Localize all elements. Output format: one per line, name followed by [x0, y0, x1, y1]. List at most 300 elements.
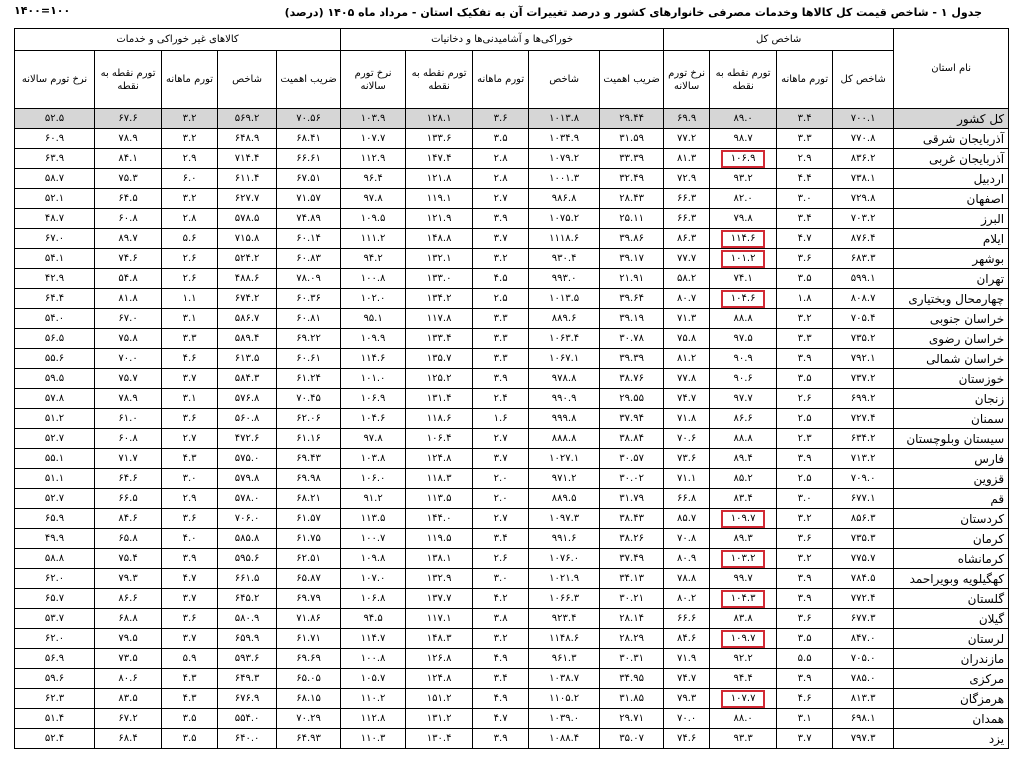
province-name-cell: قزوین [894, 469, 1009, 489]
table-cell: ۴.۷ [162, 569, 218, 589]
table-cell: ۳.۷ [162, 589, 218, 609]
col-header: شاخص کل [833, 51, 894, 109]
table-cell: ۵۸.۷ [15, 169, 95, 189]
table-cell: ۶۹.۲۲ [277, 329, 341, 349]
table-cell: ۶۲.۳ [15, 689, 95, 709]
table-cell: ۳.۹ [162, 549, 218, 569]
table-cell: ۲.۹ [162, 489, 218, 509]
table-cell: ۶۴.۶ [95, 469, 162, 489]
table-cell: ۸۹.۴ [710, 449, 777, 469]
table-cell: ۱۱۴۸.۶ [529, 629, 600, 649]
table-cell: ۳.۲ [162, 189, 218, 209]
table-cell: ۳۹.۱۷ [600, 249, 664, 269]
col-header: تورم نقطه به نقطه [406, 51, 473, 109]
province-name-cell: مرکزی [894, 669, 1009, 689]
table-cell: ۶۳۴.۲ [833, 429, 894, 449]
province-name-cell: کل کشور [894, 109, 1009, 129]
table-cell: ۱۴۷.۴ [406, 149, 473, 169]
province-name-cell: خوزستان [894, 369, 1009, 389]
table-cell: ۳.۲ [162, 129, 218, 149]
table-cell: ۹۰.۶ [710, 369, 777, 389]
table-cell: ۶۶.۳ [664, 209, 710, 229]
table-cell: ۳۳.۳۹ [600, 149, 664, 169]
table-cell: ۱.۱ [162, 289, 218, 309]
table-cell: ۵۱.۱ [15, 469, 95, 489]
table-cell: ۳۸.۸۴ [600, 429, 664, 449]
table-cell: ۷۱.۹ [664, 649, 710, 669]
table-cell: ۱۱۲.۹ [341, 149, 406, 169]
table-cell: ۱۳۷.۷ [406, 589, 473, 609]
table-cell: ۱۱۷.۱ [406, 609, 473, 629]
table-cell: ۳.۹ [473, 729, 529, 749]
table-cell: ۸۳۶.۲ [833, 149, 894, 169]
table-cell: ۲.۹ [162, 149, 218, 169]
table-cell: ۵۲.۷ [15, 489, 95, 509]
table-cell: ۷۰۰.۱ [833, 109, 894, 129]
table-cell: ۱۰۲۷.۱ [529, 449, 600, 469]
province-name-cell: آذربایجان غربی [894, 149, 1009, 169]
table-cell: ۷۸۴.۵ [833, 569, 894, 589]
table-cell: ۴.۳ [162, 449, 218, 469]
table-cell: ۵۸.۲ [664, 269, 710, 289]
table-cell: ۳.۹ [473, 369, 529, 389]
table-cell: ۷۰۹.۰ [833, 469, 894, 489]
table-cell: ۱۰۰.۸ [341, 269, 406, 289]
table-cell: ۱۰۹.۵ [341, 209, 406, 229]
table-cell: ۱۰۶۷.۱ [529, 349, 600, 369]
table-cell: ۳.۴ [777, 209, 833, 229]
table-cell: ۹۹.۷ [710, 569, 777, 589]
table-cell: ۷۱.۳ [664, 309, 710, 329]
table-cell: ۹۴.۵ [341, 609, 406, 629]
table-cell: ۸۰.۷ [664, 289, 710, 309]
table-cell: ۱۲۶.۸ [406, 649, 473, 669]
table-cell: ۲.۷ [473, 429, 529, 449]
table-cell: ۷۸.۹ [95, 129, 162, 149]
table-cell: ۹۷۸.۸ [529, 369, 600, 389]
table-cell: ۷۱.۷ [95, 449, 162, 469]
table-cell: ۹۳۰.۴ [529, 249, 600, 269]
table-cell: ۳۸.۷۶ [600, 369, 664, 389]
table-cell: ۸۰.۹ [664, 549, 710, 569]
table-cell: ۹۷.۷ [710, 389, 777, 409]
table-cell: ۱۳۳.۶ [406, 129, 473, 149]
table-cell: ۱۱۳.۵ [406, 489, 473, 509]
table-cell: ۳.۱ [777, 709, 833, 729]
table-cell: ۹۹۳.۰ [529, 269, 600, 289]
table-cell: ۹۱.۲ [341, 489, 406, 509]
table-cell: ۶۲.۰۶ [277, 409, 341, 429]
table-cell: ۸۱۳.۳ [833, 689, 894, 709]
table-cell: ۱۲۱.۸ [406, 169, 473, 189]
table-cell: ۲.۴ [473, 389, 529, 409]
table-cell: ۳.۵ [777, 269, 833, 289]
table-row [15, 389, 1009, 409]
table-cell: ۸۶.۶ [95, 589, 162, 609]
table-cell: ۶۹.۹ [664, 109, 710, 129]
table-cell: ۷۲۹.۸ [833, 189, 894, 209]
highlighted-cell [710, 249, 777, 269]
table-cell: ۵۲.۱ [15, 189, 95, 209]
table-cell: ۱۰۳۸.۷ [529, 669, 600, 689]
table-row [15, 189, 1009, 209]
col-header: شاخص [218, 51, 277, 109]
table-cell: ۷۵.۴ [95, 549, 162, 569]
highlighted-cell [710, 509, 777, 529]
table-cell: ۷۰۵.۴ [833, 309, 894, 329]
table-cell: ۸۶.۳ [664, 229, 710, 249]
table-cell: ۲.۷ [473, 189, 529, 209]
table-cell: ۶۰.۱۴ [277, 229, 341, 249]
table-row [15, 429, 1009, 449]
table-cell: ۳۰.۷۸ [600, 329, 664, 349]
table-cell: ۵.۶ [162, 229, 218, 249]
table-cell: ۶۹.۶۹ [277, 649, 341, 669]
col-header: تورم ماهانه [162, 51, 218, 109]
table-cell: ۵۷۵.۰ [218, 449, 277, 469]
table-cell: ۶۳.۹ [15, 149, 95, 169]
table-cell: ۶۰.۸ [95, 209, 162, 229]
table-cell: ۶۶.۶۱ [277, 149, 341, 169]
table-cell: ۶۰.۸۳ [277, 249, 341, 269]
table-row [15, 529, 1009, 549]
table-cell: ۶۴۰.۰ [218, 729, 277, 749]
table-cell: ۶۰.۸ [95, 429, 162, 449]
table-cell: ۷۸.۸ [664, 569, 710, 589]
table-cell: ۵۶.۹ [15, 649, 95, 669]
table-cell: ۷۱۵.۸ [218, 229, 277, 249]
table-cell: ۱۰۶۳.۴ [529, 329, 600, 349]
province-name-cell: سمنان [894, 409, 1009, 429]
table-row [15, 669, 1009, 689]
table-cell: ۸۵.۷ [664, 509, 710, 529]
table-cell: ۷۰.۶ [664, 429, 710, 449]
table-title: جدول ۱ - شاخص قیمت کل کالاها وخدمات مصرفی خانوارهای کشور و درصد تغییرات آن به تفکیک استان - مرداد ماه ۱۴۰۵ (درصد) [284, 6, 982, 19]
table-cell: ۷۴.۶ [95, 249, 162, 269]
table-cell: ۶۷.۰ [95, 309, 162, 329]
table-cell: ۳۹.۳۹ [600, 349, 664, 369]
table-cell: ۱۱۹.۵ [406, 529, 473, 549]
table-cell: ۳.۴ [777, 109, 833, 129]
highlighted-cell [710, 629, 777, 649]
table-cell: ۳۹.۱۹ [600, 309, 664, 329]
table-cell: ۳۴.۱۳ [600, 569, 664, 589]
col-header: نرخ تورم سالانه [341, 51, 406, 109]
table-cell: ۹۶.۴ [341, 169, 406, 189]
province-name-cell: یزد [894, 729, 1009, 749]
table-cell: ۷۴.۷ [664, 389, 710, 409]
table-row [15, 249, 1009, 269]
table-cell: ۶۵.۸۷ [277, 569, 341, 589]
table-cell: ۷۳۷.۲ [833, 369, 894, 389]
table-cell: ۶۵۹.۹ [218, 629, 277, 649]
table-cell: ۳۰.۳۱ [600, 649, 664, 669]
table-cell: ۱۱۴.۶ [341, 349, 406, 369]
table-cell: ۱۰۱.۰ [341, 369, 406, 389]
table-cell: ۳۴.۹۵ [600, 669, 664, 689]
table-cell: ۱۱۰۵.۲ [529, 689, 600, 709]
table-cell: ۲.۹ [777, 149, 833, 169]
table-cell: ۱۳۱.۴ [406, 389, 473, 409]
table-cell: ۸۴.۱ [95, 149, 162, 169]
table-cell: ۷۰۶.۰ [218, 509, 277, 529]
table-cell: ۷۰.۸ [664, 529, 710, 549]
table-cell: ۶۲.۰ [15, 629, 95, 649]
province-name-cell: ایلام [894, 229, 1009, 249]
table-cell: ۳.۹ [777, 589, 833, 609]
table-cell: ۶۰.۸۱ [277, 309, 341, 329]
table-cell: ۶۵.۰۵ [277, 669, 341, 689]
table-cell: ۶۲۷.۷ [218, 189, 277, 209]
table-cell: ۳.۷ [777, 729, 833, 749]
province-name-cell: تهران [894, 269, 1009, 289]
province-name-cell: گلستان [894, 589, 1009, 609]
table-cell: ۸۱.۸ [95, 289, 162, 309]
table-cell: ۷۹۷.۳ [833, 729, 894, 749]
table-row [15, 509, 1009, 529]
table-cell: ۱۱۸.۳ [406, 469, 473, 489]
table-cell: ۶۰.۶۱ [277, 349, 341, 369]
table-cell: ۷۹.۳ [664, 689, 710, 709]
table-cell: ۵۵۴.۰ [218, 709, 277, 729]
table-row [15, 329, 1009, 349]
table-cell: ۵۹۳.۶ [218, 649, 277, 669]
table-cell: ۷۸.۰۹ [277, 269, 341, 289]
table-cell: ۵۸۴.۳ [218, 369, 277, 389]
table-cell: ۷۳۸.۱ [833, 169, 894, 189]
table-cell: ۵۷.۸ [15, 389, 95, 409]
table-cell: ۴.۹ [473, 649, 529, 669]
table-cell: ۱۴۸.۳ [406, 629, 473, 649]
table-cell: ۴.۲ [473, 589, 529, 609]
table-cell: ۱۰۷۹.۲ [529, 149, 600, 169]
table-row [15, 609, 1009, 629]
highlight-box: ۱۰۶.۹ [721, 150, 766, 168]
table-cell: ۳۱.۸۵ [600, 689, 664, 709]
table-row [15, 649, 1009, 669]
table-cell: ۱۰۷۶.۰ [529, 549, 600, 569]
table-cell: ۵۷۹.۸ [218, 469, 277, 489]
table-row [15, 309, 1009, 329]
highlighted-cell [710, 149, 777, 169]
table-cell: ۲۸.۲۹ [600, 629, 664, 649]
table-row [15, 469, 1009, 489]
table-cell: ۳۹.۶۴ [600, 289, 664, 309]
table-cell: ۶۷.۶ [95, 109, 162, 129]
table-cell: ۲.۵ [777, 469, 833, 489]
table-cell: ۳.۶ [162, 509, 218, 529]
province-name-cell: مازندران [894, 649, 1009, 669]
page-header [0, 0, 996, 26]
table-cell: ۳.۲ [777, 309, 833, 329]
table-cell: ۹۹۹.۸ [529, 409, 600, 429]
table-cell: ۷۰.۴۵ [277, 389, 341, 409]
table-cell: ۳۸.۴۳ [600, 509, 664, 529]
table-cell: ۴.۵ [473, 269, 529, 289]
table-cell: ۳.۳ [777, 329, 833, 349]
table-cell: ۱۲۵.۲ [406, 369, 473, 389]
table-row [15, 409, 1009, 429]
table-cell: ۳۰.۰۲ [600, 469, 664, 489]
table-cell: ۳.۹ [777, 449, 833, 469]
table-cell: ۵۶.۵ [15, 329, 95, 349]
table-cell: ۳.۲ [162, 109, 218, 129]
highlight-box: ۱۰۴.۶ [721, 290, 766, 308]
table-cell: ۳.۰ [473, 569, 529, 589]
table-cell: ۶۱۱.۴ [218, 169, 277, 189]
table-cell: ۱۰۵.۷ [341, 669, 406, 689]
table-cell: ۹۲۳.۴ [529, 609, 600, 629]
table-cell: ۶۱.۰ [95, 409, 162, 429]
highlighted-cell [710, 549, 777, 569]
table-cell: ۱۱۹.۱ [406, 189, 473, 209]
table-cell: ۵۱.۲ [15, 409, 95, 429]
table-cell: ۳.۹ [777, 349, 833, 369]
table-cell: ۳.۵ [777, 629, 833, 649]
table-row [15, 589, 1009, 609]
table-cell: ۲.۶ [162, 269, 218, 289]
table-cell: ۴.۶ [162, 349, 218, 369]
province-name-cell: قم [894, 489, 1009, 509]
table-cell: ۶۷۴.۲ [218, 289, 277, 309]
table-cell: ۲۸.۱۴ [600, 609, 664, 629]
table-cell: ۸۸۸.۸ [529, 429, 600, 449]
table-cell: ۳.۹ [473, 209, 529, 229]
table-cell: ۷۳۵.۳ [833, 529, 894, 549]
table-cell: ۴.۷ [777, 229, 833, 249]
province-name-cell: لرستان [894, 629, 1009, 649]
table-cell: ۹۷.۵ [710, 329, 777, 349]
table-cell: ۵۴.۱ [15, 249, 95, 269]
table-cell: ۵۴.۸ [95, 269, 162, 289]
highlight-box: ۱۰۴.۳ [721, 590, 766, 608]
table-cell: ۶۸.۸ [95, 609, 162, 629]
table-cell: ۲.۵ [777, 409, 833, 429]
table-cell: ۱۰۱۳.۵ [529, 289, 600, 309]
table-cell: ۶۶۱.۵ [218, 569, 277, 589]
highlighted-cell [710, 589, 777, 609]
table-cell: ۸۵۶.۳ [833, 509, 894, 529]
table-cell: ۳.۰ [777, 189, 833, 209]
table-cell: ۵۹۹.۱ [833, 269, 894, 289]
province-name-cell: گیلان [894, 609, 1009, 629]
table-cell: ۳.۳ [473, 349, 529, 369]
table-row [15, 349, 1009, 369]
table-cell: ۸۰۸.۷ [833, 289, 894, 309]
col-header: تورم ماهانه [473, 51, 529, 109]
table-cell: ۳۸.۲۶ [600, 529, 664, 549]
col-header: ضریب اهمیت [277, 51, 341, 109]
province-name-cell: همدان [894, 709, 1009, 729]
table-cell: ۵۷۸.۰ [218, 489, 277, 509]
table-cell: ۱۱۰.۲ [341, 689, 406, 709]
table-cell: ۵۱.۴ [15, 709, 95, 729]
table-row [15, 489, 1009, 509]
table-cell: ۸۳.۸ [710, 609, 777, 629]
col-header: تورم نقطه به نقطه [710, 51, 777, 109]
table-row [15, 229, 1009, 249]
table-cell: ۳.۶ [777, 529, 833, 549]
table-cell: ۱۰۷.۰ [341, 569, 406, 589]
highlight-box: ۱۰۷.۷ [721, 690, 766, 708]
table-cell: ۸۹.۳ [710, 529, 777, 549]
table-cell: ۷۳.۶ [664, 449, 710, 469]
table-cell: ۱۴۴.۰ [406, 509, 473, 529]
table-cell: ۹۴.۴ [710, 669, 777, 689]
table-cell: ۶۰.۳۶ [277, 289, 341, 309]
table-cell: ۱۳۸.۱ [406, 549, 473, 569]
table-cell: ۲.۶ [777, 389, 833, 409]
table-cell: ۳.۶ [777, 609, 833, 629]
table-cell: ۸۶.۶ [710, 409, 777, 429]
table-cell: ۸۸۹.۶ [529, 309, 600, 329]
table-cell: ۱۰۶.۴ [406, 429, 473, 449]
table-cell: ۵۲۴.۲ [218, 249, 277, 269]
table-cell: ۵۹۵.۶ [218, 549, 277, 569]
table-cell: ۸۸۹.۵ [529, 489, 600, 509]
group-header-row [15, 29, 1009, 51]
table-cell: ۶۸.۱۵ [277, 689, 341, 709]
table-cell: ۷۰.۲۹ [277, 709, 341, 729]
table-cell: ۸۸.۸ [710, 309, 777, 329]
table-cell: ۸۸.۰ [710, 709, 777, 729]
table-cell: ۸۷۶.۴ [833, 229, 894, 249]
province-name-cell: اصفهان [894, 189, 1009, 209]
table-cell: ۱۱۸.۶ [406, 409, 473, 429]
table-cell: ۵۸۶.۷ [218, 309, 277, 329]
table-cell: ۷۰۳.۲ [833, 209, 894, 229]
highlight-box: ۱۰۹.۷ [721, 510, 766, 528]
table-cell: ۸۹.۰ [710, 109, 777, 129]
table-cell: ۷۸.۹ [95, 389, 162, 409]
table-cell: ۷۲.۹ [664, 169, 710, 189]
country-total-row [15, 109, 1009, 129]
table-cell: ۴.۳ [162, 689, 218, 709]
province-name-cell: خراسان جنوبی [894, 309, 1009, 329]
table-cell: ۳.۶ [162, 609, 218, 629]
highlight-box: ۱۰۱.۲ [721, 250, 766, 268]
table-cell: ۲.۶ [473, 549, 529, 569]
table-cell: ۷۴.۷ [664, 669, 710, 689]
col-header: تورم نقطه به نقطه [95, 51, 162, 109]
table-cell: ۹۲.۲ [710, 649, 777, 669]
table-row [15, 129, 1009, 149]
table-cell: ۶۱.۷۵ [277, 529, 341, 549]
table-cell: ۳.۵ [162, 729, 218, 749]
table-cell: ۸۹.۷ [95, 229, 162, 249]
table-cell: ۸۰.۶ [95, 669, 162, 689]
table-cell: ۶۶.۶ [664, 609, 710, 629]
col-header: نرخ تورم سالانه [664, 51, 710, 109]
table-cell: ۴.۴ [777, 169, 833, 189]
table-cell: ۷۴.۸۹ [277, 209, 341, 229]
table-cell: ۴۹.۹ [15, 529, 95, 549]
table-cell: ۵۸.۸ [15, 549, 95, 569]
highlight-box: ۱۰۳.۲ [721, 550, 766, 568]
table-cell: ۱۰۹.۹ [341, 329, 406, 349]
table-cell: ۵۳.۷ [15, 609, 95, 629]
table-cell: ۳.۰ [777, 489, 833, 509]
table-cell: ۷۹۲.۱ [833, 349, 894, 369]
table-cell: ۷۸۵.۰ [833, 669, 894, 689]
table-cell: ۷۰.۰ [664, 709, 710, 729]
table-cell: ۲۸.۴۳ [600, 189, 664, 209]
table-cell: ۱۱۴.۷ [341, 629, 406, 649]
table-cell: ۷۳۵.۲ [833, 329, 894, 349]
table-cell: ۱.۶ [473, 409, 529, 429]
highlighted-cell [710, 289, 777, 309]
table-cell: ۳.۳ [162, 329, 218, 349]
